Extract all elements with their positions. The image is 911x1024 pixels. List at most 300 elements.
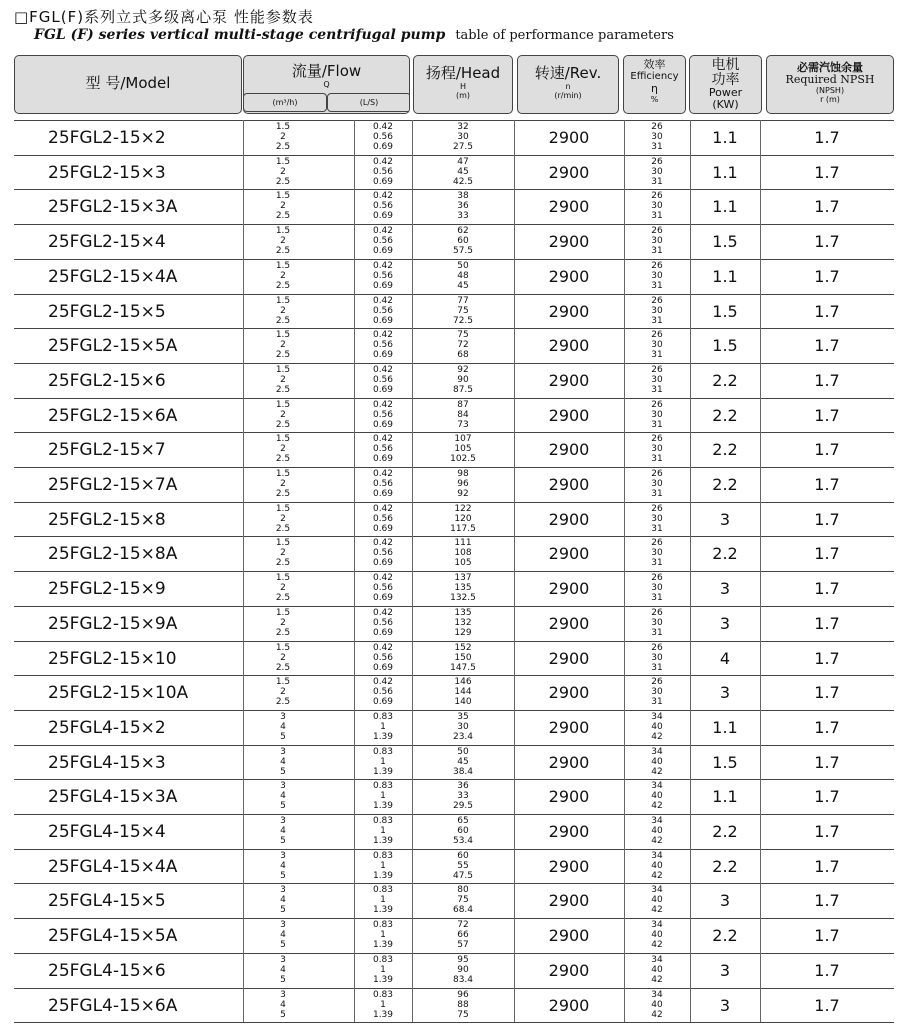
npsh-cell: 1.7 (814, 128, 840, 147)
flow-ls-cell-value: 0.69 (372, 419, 394, 430)
head-cell-value: 75 (457, 305, 469, 316)
power-cell: 3 (719, 995, 731, 1015)
head-cell (412, 364, 514, 399)
head-cell-value: 132.5 (450, 593, 476, 604)
head-cell-value: 57.5 (452, 246, 474, 257)
flow-ls-cell-value: 0.69 (372, 142, 394, 152)
efficiency-cell-value: 30 (651, 617, 663, 628)
flow-ls-cell-value: 1.39 (372, 974, 394, 985)
table-row (14, 502, 894, 537)
head-cell-value: 111 (454, 538, 472, 549)
flow-m3h-cell-value: 2 (280, 374, 286, 385)
flow-ls-cell-value: 0.83 (372, 954, 394, 965)
flow-m3h-cell (228, 711, 338, 746)
flow-m3h-cell (228, 537, 338, 572)
rev-cell: 2900 (548, 440, 590, 460)
column-divider (690, 120, 691, 1022)
flow-ls-cell-value: 1 (380, 964, 386, 975)
flow-m3h-cell-value: 1.5 (275, 538, 291, 549)
head-cell (412, 850, 514, 885)
header-eff-symbol: η (651, 82, 658, 95)
table-row (14, 953, 894, 988)
flow-m3h-cell (228, 642, 338, 677)
header-power (689, 55, 762, 114)
flow-ls-cell-value: 0.56 (372, 409, 394, 420)
efficiency-cell-value: 26 (651, 226, 663, 237)
npsh-cell: 1.7 (814, 926, 840, 946)
head-cell-value: 32 (457, 122, 469, 132)
flow-ls-cell-value: 0.69 (372, 315, 394, 326)
model-cell: 25FGL4-15×3 (48, 752, 166, 773)
head-cell-value: 95 (457, 954, 469, 965)
efficiency-cell-value: 26 (651, 364, 663, 375)
flow-ls-cell-value: 0.83 (372, 989, 394, 1000)
flow-ls-cell-value: 0.42 (372, 677, 394, 688)
flow-ls-cell-value: 0.42 (372, 122, 394, 132)
flow-m3h-cell-value: 1.5 (275, 503, 291, 514)
flow-m3h-cell-value: 2.5 (275, 454, 291, 465)
table-row (14, 432, 894, 467)
rev-cell: 2900 (548, 266, 590, 286)
flow-ls-cell-value: 1.39 (372, 870, 394, 881)
efficiency-cell-value: 34 (651, 711, 663, 722)
header-head-unit: (m) (455, 91, 471, 100)
model-cell: 25FGL2-15×8 (48, 509, 166, 530)
flow-ls-cell (354, 295, 412, 330)
efficiency-cell-value: 42 (651, 766, 663, 777)
flow-ls-cell-value: 0.69 (372, 176, 394, 187)
model-cell: 25FGL4-15×4A (48, 856, 178, 877)
npsh-cell: 1.7 (814, 648, 840, 668)
rev-cell: 2900 (548, 544, 590, 564)
flow-ls-cell-value: 0.69 (372, 489, 394, 499)
flow-m3h-cell-value: 2 (280, 513, 286, 524)
model-cell: 25FGL2-15×4A (48, 266, 178, 287)
head-cell-value: 45 (457, 756, 469, 767)
flow-ls-cell-value: 0.56 (372, 166, 394, 177)
head-cell (412, 468, 514, 503)
efficiency-cell-value: 31 (651, 523, 663, 534)
efficiency-cell (624, 919, 690, 954)
efficiency-cell-value: 26 (651, 642, 663, 653)
head-cell-value: 68 (457, 350, 469, 361)
npsh-cell: 1.7 (814, 301, 840, 321)
flow-ls-cell-value: 1.39 (372, 766, 394, 777)
flow-ls-cell (354, 468, 412, 503)
header-model (14, 55, 242, 114)
rev-cell: 2900 (548, 370, 590, 390)
efficiency-cell-value: 30 (651, 583, 663, 594)
power-cell: 1.1 (712, 128, 738, 147)
npsh-cell: 1.7 (814, 822, 840, 841)
model-cell: 25FGL2-15×3 (48, 162, 166, 183)
head-cell-value: 146 (454, 677, 472, 688)
flow-m3h-cell (228, 433, 338, 468)
efficiency-cell-value: 31 (651, 454, 663, 465)
efficiency-cell-value: 40 (651, 826, 663, 836)
header-npsh (766, 55, 894, 114)
efficiency-cell-value: 26 (651, 538, 663, 549)
head-cell (412, 989, 514, 1024)
efficiency-cell-value: 34 (651, 954, 663, 965)
flow-ls-cell-value: 0.56 (372, 617, 394, 628)
model-cell: 25FGL2-15×10A (48, 683, 189, 704)
model-cell: 25FGL4-15×3A (48, 787, 178, 808)
flow-ls-cell-value: 1 (380, 826, 386, 836)
flow-ls-cell (354, 919, 412, 954)
head-cell-value: 92 (457, 364, 469, 375)
flow-m3h-cell-value: 1.5 (275, 122, 291, 132)
flow-ls-cell-value: 0.42 (372, 191, 394, 202)
flow-ls-cell-value: 0.69 (372, 211, 394, 222)
power-cell: 1.1 (712, 787, 738, 807)
power-cell: 4 (719, 648, 731, 668)
head-cell-value: 42.5 (452, 176, 474, 187)
power-cell: 1.5 (712, 752, 738, 772)
efficiency-cell (624, 746, 690, 781)
flow-ls-cell-value: 0.42 (372, 330, 394, 341)
efficiency-cell-value: 30 (651, 236, 663, 247)
flow-m3h-cell (228, 156, 338, 191)
flow-m3h-cell (228, 190, 338, 225)
flow-ls-cell-value: 0.56 (372, 479, 394, 489)
efficiency-cell-value: 42 (651, 801, 663, 812)
flow-ls-cell-value: 1 (380, 860, 386, 871)
power-cell: 3 (719, 579, 731, 599)
flow-m3h-cell-value: 5 (280, 974, 286, 985)
efficiency-cell-value: 26 (651, 191, 663, 202)
header-npsh-en: Required NPSH (785, 73, 875, 86)
flow-m3h-cell (228, 329, 338, 364)
flow-m3h-cell-value: 5 (280, 870, 286, 881)
head-cell (412, 572, 514, 607)
head-cell-value: 87.5 (452, 384, 474, 395)
model-cell: 25FGL2-15×5 (48, 301, 166, 322)
efficiency-cell-value: 30 (651, 305, 663, 316)
npsh-cell: 1.7 (814, 440, 840, 460)
table-row (14, 849, 894, 884)
head-cell-value: 36 (457, 201, 469, 212)
power-cell: 3 (719, 960, 731, 980)
efficiency-cell-value: 34 (651, 920, 663, 931)
head-cell-value: 122 (454, 503, 472, 514)
head-cell-value: 36 (457, 781, 469, 792)
power-cell: 2.2 (712, 926, 738, 946)
efficiency-cell-value: 31 (651, 280, 663, 291)
head-cell-value: 48 (457, 270, 469, 281)
head-cell-value: 90 (457, 374, 469, 385)
rev-cell: 2900 (548, 579, 590, 599)
model-cell: 25FGL2-15×6A (48, 405, 178, 426)
rev-cell: 2900 (548, 787, 590, 807)
header-power-cn1: 电机 (711, 57, 740, 73)
flow-ls-cell-value: 0.69 (372, 697, 394, 708)
rev-cell: 2900 (548, 648, 590, 668)
power-cell: 3 (719, 683, 731, 703)
flow-m3h-cell-value: 2.5 (275, 523, 291, 534)
flow-ls-cell-value: 0.42 (372, 260, 394, 271)
flow-m3h-cell-value: 2 (280, 236, 286, 247)
table-row (14, 988, 894, 1023)
efficiency-cell-value: 31 (651, 315, 663, 326)
table-row (14, 328, 894, 363)
flow-ls-cell (354, 225, 412, 260)
header-eff-cn: 效率 (643, 58, 666, 71)
head-cell-value: 98 (457, 469, 469, 479)
efficiency-cell-value: 42 (651, 731, 663, 742)
flow-ls-cell (354, 780, 412, 815)
flow-ls-cell-value: 1.39 (372, 940, 394, 951)
rev-cell: 2900 (548, 891, 590, 911)
efficiency-cell (624, 295, 690, 330)
efficiency-cell-value: 26 (651, 573, 663, 584)
efficiency-cell-value: 26 (651, 295, 663, 306)
efficiency-cell-value: 42 (651, 905, 663, 916)
efficiency-cell-value: 34 (651, 850, 663, 861)
flow-m3h-cell (228, 121, 338, 156)
head-cell (412, 780, 514, 815)
head-cell-value: 60 (457, 850, 469, 861)
table-row (14, 675, 894, 710)
table-row (14, 189, 894, 224)
head-cell-value: 38.4 (452, 766, 474, 777)
flow-m3h-cell (228, 399, 338, 434)
efficiency-cell (624, 850, 690, 885)
flow-ls-cell (354, 190, 412, 225)
power-cell: 2.2 (712, 822, 738, 841)
head-cell-value: 105 (454, 444, 472, 455)
flow-ls-cell-value: 0.83 (372, 781, 394, 792)
flow-ls-cell-value: 0.56 (372, 201, 394, 212)
flow-m3h-cell-value: 1.5 (275, 295, 291, 306)
flow-m3h-cell (228, 919, 338, 954)
npsh-cell: 1.7 (814, 405, 840, 425)
flow-m3h-cell-value: 1.5 (275, 191, 291, 202)
flow-ls-cell (354, 433, 412, 468)
head-cell (412, 676, 514, 711)
flow-m3h-cell (228, 572, 338, 607)
head-cell-value: 62 (457, 226, 469, 237)
npsh-cell: 1.7 (814, 336, 840, 356)
flow-ls-cell-value: 1 (380, 721, 386, 732)
flow-m3h-cell-value: 1.5 (275, 607, 291, 618)
head-cell-value: 29.5 (452, 801, 474, 812)
flow-ls-cell-value: 0.56 (372, 236, 394, 247)
table-row (14, 398, 894, 433)
npsh-cell: 1.7 (814, 752, 840, 772)
efficiency-cell (624, 815, 690, 850)
flow-ls-cell-value: 0.56 (372, 652, 394, 663)
rev-cell: 2900 (548, 960, 590, 980)
flow-ls-cell-value: 0.42 (372, 538, 394, 549)
head-cell (412, 399, 514, 434)
flow-m3h-cell-value: 5 (280, 731, 286, 742)
efficiency-cell-value: 40 (651, 721, 663, 732)
flow-ls-cell (354, 260, 412, 295)
head-cell (412, 156, 514, 191)
efficiency-cell (624, 364, 690, 399)
header-flow (243, 55, 410, 114)
page-title-en (34, 27, 674, 43)
flow-ls-cell-value: 0.56 (372, 687, 394, 698)
npsh-cell: 1.7 (814, 475, 840, 494)
efficiency-cell-value: 31 (651, 593, 663, 604)
flow-ls-cell-value: 0.69 (372, 454, 394, 465)
flow-ls-cell-value: 0.69 (372, 350, 394, 361)
header-power-en: Power (708, 86, 743, 99)
table-row (14, 467, 894, 502)
power-cell: 2.2 (712, 370, 738, 390)
table-row (14, 641, 894, 676)
flow-ls-cell-value: 0.56 (372, 583, 394, 594)
efficiency-cell-value: 40 (651, 756, 663, 767)
rev-cell: 2900 (548, 162, 590, 182)
head-cell-value: 135 (454, 583, 472, 594)
column-divider (354, 120, 355, 1022)
flow-ls-cell-value: 0.42 (372, 503, 394, 514)
flow-ls-cell (354, 329, 412, 364)
head-cell-value: 150 (454, 652, 472, 663)
efficiency-cell-value: 40 (651, 930, 663, 941)
npsh-cell: 1.7 (814, 370, 840, 390)
efficiency-cell-value: 26 (651, 469, 663, 479)
efficiency-cell-value: 31 (651, 489, 663, 499)
flow-ls-cell-value: 0.42 (372, 226, 394, 237)
flow-m3h-cell-value: 2.5 (275, 697, 291, 708)
head-cell (412, 711, 514, 746)
flow-ls-cell-value: 0.83 (372, 920, 394, 931)
head-cell-value: 60 (457, 236, 469, 247)
flow-ls-cell-value: 0.56 (372, 444, 394, 455)
flow-m3h-cell-value: 2 (280, 305, 286, 316)
efficiency-cell-value: 26 (651, 260, 663, 271)
flow-m3h-cell-value: 3 (280, 711, 286, 722)
flow-m3h-cell-value: 3 (280, 885, 286, 896)
flow-ls-cell-value: 0.42 (372, 469, 394, 479)
power-cell: 1.5 (712, 336, 738, 356)
flow-m3h-cell (228, 780, 338, 815)
head-cell-value: 72 (457, 920, 469, 931)
head-cell-value: 105 (454, 558, 472, 569)
power-cell: 3 (719, 891, 731, 911)
head-cell-value: 47 (457, 156, 469, 167)
npsh-cell: 1.7 (814, 162, 840, 182)
table-row (14, 918, 894, 953)
head-cell-value: 147.5 (450, 662, 476, 673)
head-cell-value: 68.4 (452, 905, 474, 916)
head-cell-value: 23.4 (452, 731, 474, 742)
flow-m3h-cell-value: 5 (280, 905, 286, 916)
header-rev (517, 55, 619, 114)
flow-ls-cell-value: 0.42 (372, 573, 394, 584)
flow-ls-cell-value: 0.56 (372, 513, 394, 524)
efficiency-cell (624, 642, 690, 677)
rev-cell: 2900 (548, 822, 590, 841)
head-cell-value: 60 (457, 826, 469, 836)
head-cell-value: 65 (457, 816, 469, 826)
head-cell (412, 121, 514, 156)
flow-ls-cell-value: 0.56 (372, 132, 394, 142)
flow-m3h-cell-value: 2.5 (275, 593, 291, 604)
head-cell (412, 537, 514, 572)
flow-ls-cell-value: 0.56 (372, 305, 394, 316)
header-efficiency (623, 55, 686, 114)
flow-m3h-cell (228, 850, 338, 885)
efficiency-cell-value: 31 (651, 419, 663, 430)
flow-ls-cell-value: 0.83 (372, 885, 394, 896)
model-cell: 25FGL2-15×7 (48, 440, 166, 461)
flow-m3h-cell-value: 1.5 (275, 364, 291, 375)
flow-m3h-cell (228, 607, 338, 642)
flow-ls-cell (354, 572, 412, 607)
efficiency-cell-value: 30 (651, 201, 663, 212)
efficiency-cell-value: 40 (651, 860, 663, 871)
head-cell-value: 132 (454, 617, 472, 628)
flow-m3h-cell-value: 1.5 (275, 260, 291, 271)
page-title-cn: □FGL(F)系列立式多级离心泵 性能参数表 (14, 8, 314, 26)
efficiency-cell-value: 42 (651, 1009, 663, 1020)
flow-m3h-cell-value: 4 (280, 964, 286, 975)
head-cell-value: 135 (454, 607, 472, 618)
head-cell (412, 503, 514, 538)
efficiency-cell-value: 40 (651, 964, 663, 975)
flow-m3h-cell-value: 2.5 (275, 627, 291, 638)
npsh-cell: 1.7 (814, 856, 840, 876)
title-en-sub: table of performance parameters (455, 28, 674, 43)
flow-m3h-cell (228, 746, 338, 781)
table-row (14, 571, 894, 606)
flow-m3h-cell-value: 4 (280, 999, 286, 1010)
efficiency-cell-value: 30 (651, 374, 663, 385)
efficiency-cell (624, 190, 690, 225)
rev-cell: 2900 (548, 613, 590, 633)
power-cell: 2.2 (712, 475, 738, 494)
head-cell-value: 75 (457, 330, 469, 341)
column-divider (624, 120, 625, 1022)
flow-m3h-cell-value: 3 (280, 989, 286, 1000)
table-row (14, 779, 894, 814)
rev-cell: 2900 (548, 856, 590, 876)
efficiency-cell-value: 40 (651, 895, 663, 906)
flow-m3h-cell-value: 2 (280, 340, 286, 351)
power-cell: 1.5 (712, 232, 738, 252)
column-divider (514, 120, 515, 1022)
flow-m3h-cell-value: 2 (280, 652, 286, 663)
flow-m3h-cell-value: 1.5 (275, 677, 291, 688)
flow-m3h-cell-value: 3 (280, 816, 286, 826)
efficiency-cell-value: 26 (651, 399, 663, 410)
efficiency-cell (624, 433, 690, 468)
efficiency-cell (624, 954, 690, 989)
flow-m3h-cell-value: 5 (280, 801, 286, 812)
efficiency-cell-value: 26 (651, 607, 663, 618)
header-flow-unit-ls: (L/S) (327, 93, 410, 112)
efficiency-cell-value: 30 (651, 409, 663, 420)
efficiency-cell-value: 26 (651, 122, 663, 132)
head-cell-value: 137 (454, 573, 472, 584)
npsh-cell: 1.7 (814, 891, 840, 911)
flow-m3h-cell-value: 1.5 (275, 434, 291, 445)
head-cell-value: 92 (457, 489, 469, 499)
flow-m3h-cell (228, 260, 338, 295)
flow-m3h-cell-value: 2 (280, 548, 286, 559)
table-row (14, 294, 894, 329)
head-cell-value: 144 (454, 687, 472, 698)
flow-m3h-cell (228, 676, 338, 711)
table-row (14, 883, 894, 918)
flow-m3h-cell-value: 2 (280, 479, 286, 489)
efficiency-cell-value: 26 (651, 156, 663, 167)
